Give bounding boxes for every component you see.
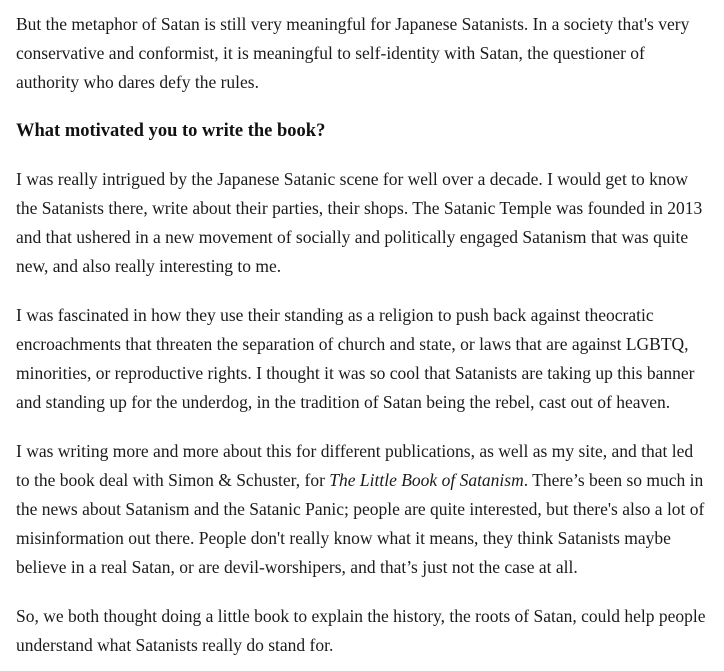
section-heading-question: What motivated you to write the book? (16, 121, 326, 141)
paragraph-book-deal (16, 437, 708, 582)
paragraph-closing: So, we both thought doing a little book to explain the history, the roots of Satan, could help people understand what Satanists really do stand for. (16, 606, 706, 655)
paragraph-motivation-2: I was fascinated in how they use their standing as a religion to push back against theocratic encroachments that threaten the separation of church and state, or laws that are against LGBTQ, minorities, or reproductive rights. I thought it was so cool that Satanists are taking up this banner and standing up for the underdog, in the tradition of Satan being the rebel, cast out of heaven. (16, 305, 695, 412)
paragraph-intro: But the metaphor of Satan is still very meaningful for Japanese Satanists. In a society that's very conservative and conformist, it is meaningful to self-identity with Satan, the questioner of authority who dares defy the rules. (16, 14, 690, 92)
paragraph-book-deal-before: I was writing more and more about this for different publications, as well as my site, and that led to the book deal with Simon & Schuster, for (16, 441, 694, 490)
book-title: The Little Book of Satanism (329, 470, 524, 490)
paragraph-motivation-1: I was really intrigued by the Japanese Satanic scene for well over a decade. I would get to know the Satanists there, write about their parties, their shops. The Satanic Temple was founded in 2013 and that ushered in a new movement of socially and politically engaged Satanism that was quite new, and also really interesting to me. (16, 169, 703, 276)
paragraph-book-deal-after: . There’s been so much in the news about Satanism and the Satanic Panic; people are quite interested, but there's also a lot of misinformation out there. People don't really know what it means, they think Satanists maybe believe in a real Satan, or are devil-worshipers, and that’s just not the case at all. (16, 470, 705, 577)
